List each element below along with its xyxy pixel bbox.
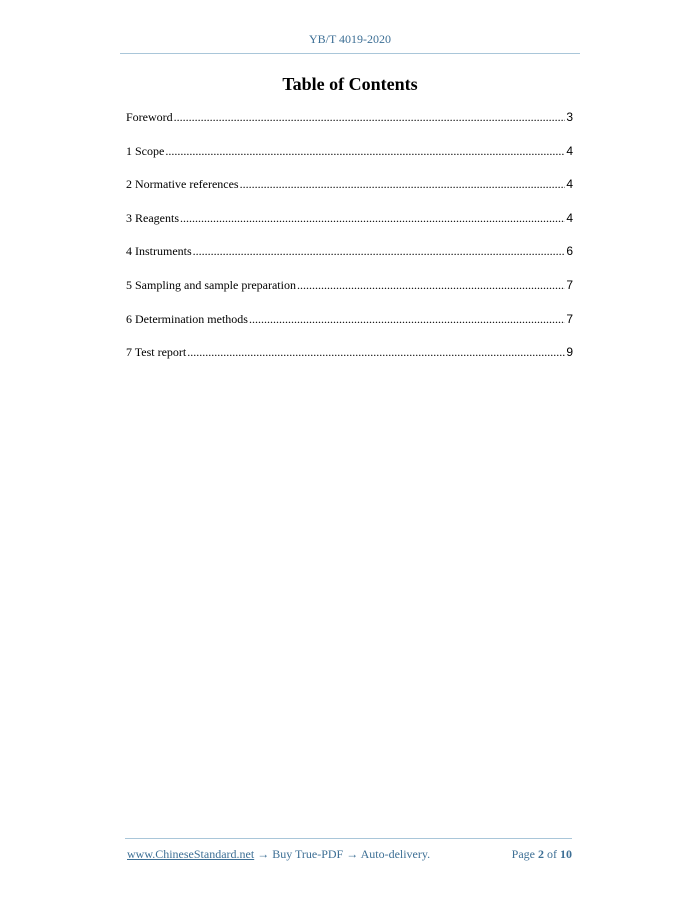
toc-entry-foreword[interactable] (126, 110, 573, 144)
toc-entry-page: 4 (566, 210, 573, 225)
footer-promo-text: → Buy True-PDF → Auto-delivery. (254, 847, 431, 861)
toc-entry-label: 2 Normative references (126, 177, 239, 192)
toc-dot-leader (193, 244, 566, 259)
page-word: Page (511, 847, 535, 861)
toc-entry-scope[interactable] (126, 144, 573, 178)
toc-entry-reagents[interactable] (126, 211, 573, 245)
footer-promo (127, 847, 430, 862)
toc-dot-leader (180, 211, 565, 226)
toc-entry-page: 7 (566, 277, 573, 292)
toc-dot-leader (187, 345, 565, 360)
toc-entry-page: 3 (566, 110, 573, 124)
toc-entry-page: 7 (566, 311, 573, 326)
current-page-number: 2 (538, 847, 544, 861)
toc-dot-leader (240, 177, 566, 192)
site-link[interactable]: www.ChineseStandard.net (127, 847, 255, 861)
toc-entry-sampling[interactable] (126, 278, 573, 312)
toc-entry-page: 4 (566, 143, 573, 158)
toc-dot-leader (249, 312, 565, 327)
toc-entry-test-report[interactable] (126, 345, 573, 379)
toc-entry-page: 4 (566, 177, 573, 192)
toc-dot-leader (165, 144, 565, 159)
header-divider (120, 53, 580, 54)
toc-entry-label: 5 Sampling and sample preparation (126, 277, 296, 292)
toc-entry-instruments[interactable] (126, 244, 573, 278)
toc-entry-label: 3 Reagents (126, 210, 179, 225)
document-header-code: YB/T 4019-2020 (308, 32, 392, 46)
toc-entry-label: 1 Scope (126, 143, 165, 158)
toc-dot-leader (174, 110, 566, 125)
toc-entry-label: Foreword (126, 110, 173, 124)
toc-list (126, 110, 573, 379)
toc-dot-leader (297, 278, 565, 293)
toc-entry-label: 4 Instruments (126, 244, 192, 259)
toc-entry-page: 9 (566, 345, 573, 360)
page-footer (127, 847, 572, 862)
toc-entry-normative-references[interactable] (126, 177, 573, 211)
toc-title: Table of Contents (282, 74, 418, 94)
toc-entry-determination-methods[interactable] (126, 312, 573, 346)
toc-entry-label: 6 Determination methods (126, 311, 248, 326)
page-indicator (512, 847, 572, 862)
footer-divider (125, 838, 572, 839)
of-word: of (547, 847, 557, 861)
toc-entry-label: 7 Test report (126, 345, 187, 360)
toc-entry-page: 6 (566, 244, 573, 259)
total-pages-number: 10 (560, 847, 572, 861)
